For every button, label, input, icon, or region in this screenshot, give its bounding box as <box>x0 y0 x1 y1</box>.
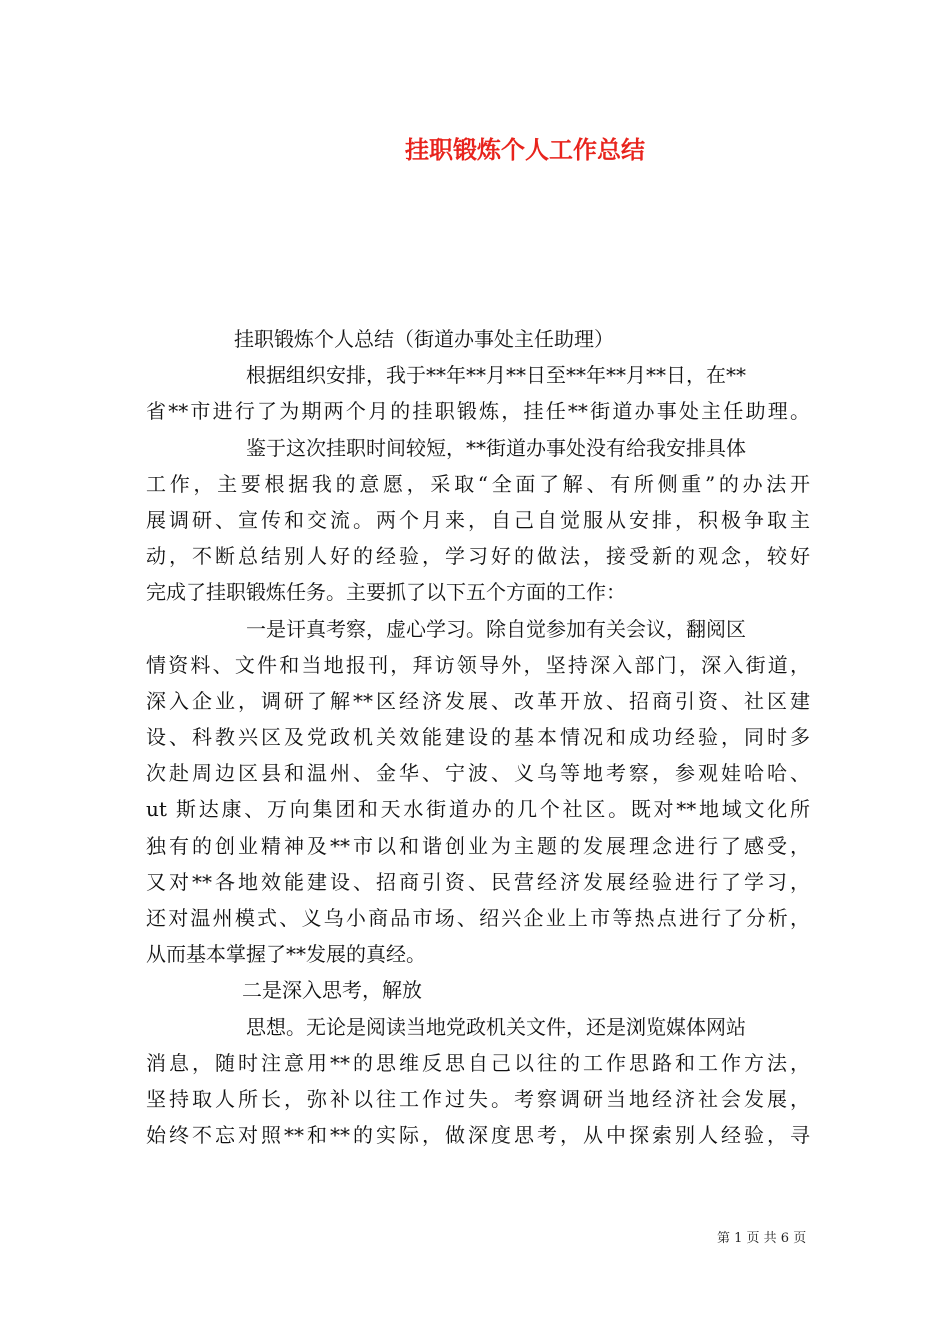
text-line: 工作，主要根据我的意愿，采取“全面了解、有所侧重”的办法开 <box>146 471 810 496</box>
text-line: 完成了挂职锻炼任务。主要抓了以下五个方面的工作： <box>146 580 626 605</box>
text-line: 一是讦真考察，虚心学习。除自觉参加有关会议，翻阅区 <box>246 616 746 641</box>
text-line: 鉴于这次挂职时间较短，**街道办事处没有给我安排具体 <box>246 435 746 460</box>
subtitle-line: 挂职锻炼个人总结（街道办事处主任助理） <box>234 327 614 351</box>
text-line: 情资料、文件和当地报刊，拜访领导外，坚持深入部门，深入街道， <box>146 652 810 677</box>
text-line: 设、科教兴区及党政机关效能建设的基本情况和成功经验，同时多 <box>146 725 810 750</box>
text-line: 动，不断总结别人好的经验，学习好的做法，接受新的观念，较好 <box>146 544 810 569</box>
text-line: 次赴周边区县和温州、金华、宁波、义乌等地考察，参观娃哈哈、 <box>146 761 810 786</box>
text-line: 又对**各地效能建设、招商引资、民营经济发展经验进行了学习， <box>146 869 810 894</box>
text-line: 思想。无论是阅读当地党政机关文件，还是浏览媒体网站 <box>246 1014 746 1039</box>
text-line: 深入企业，调研了解**区经济发展、改革开放、招商引资、社区建 <box>146 688 810 713</box>
text-line: 从而基本掌握了**发展的真经。 <box>146 942 426 967</box>
text-line: 根据组织安排，我于**年**月**日至**年**月**日，在** <box>246 363 746 388</box>
text-line: 坚持取人所长，弥补以往工作过失。考察调研当地经济社会发展， <box>146 1086 810 1111</box>
text-line: 还对温州模式、义乌小商品市场、绍兴企业上市等热点进行了分析， <box>146 906 810 930</box>
text-line: 始终不忘对照**和**的实际，做深度思考，从中探索别人经验，寻 <box>146 1123 810 1148</box>
text-line: 二是深入思考，解放 <box>242 978 422 1003</box>
text-line: 独有的创业精神及**市以和谐创业为主题的发展理念进行了感受， <box>146 833 810 858</box>
text-line: 消息，随时注意用**的思维反思自己以往的工作思路和工作方法， <box>146 1050 810 1075</box>
document-title: 挂职锻炼个人工作总结 <box>405 136 645 164</box>
text-line: ut 斯达康、万向集团和天水街道办的几个社区。既对**地域文化所 <box>146 797 810 822</box>
text-line: 展调研、宣传和交流。两个月来，自己自觉服从安排，积极争取主 <box>146 507 810 532</box>
page-number-footer: 第 1 页 共 6 页 <box>717 1231 807 1246</box>
document-body <box>146 321 810 1153</box>
text-line: 省**市进行了为期两个月的挂职锻炼，挂任**街道办事处主任助理。 <box>146 399 810 424</box>
